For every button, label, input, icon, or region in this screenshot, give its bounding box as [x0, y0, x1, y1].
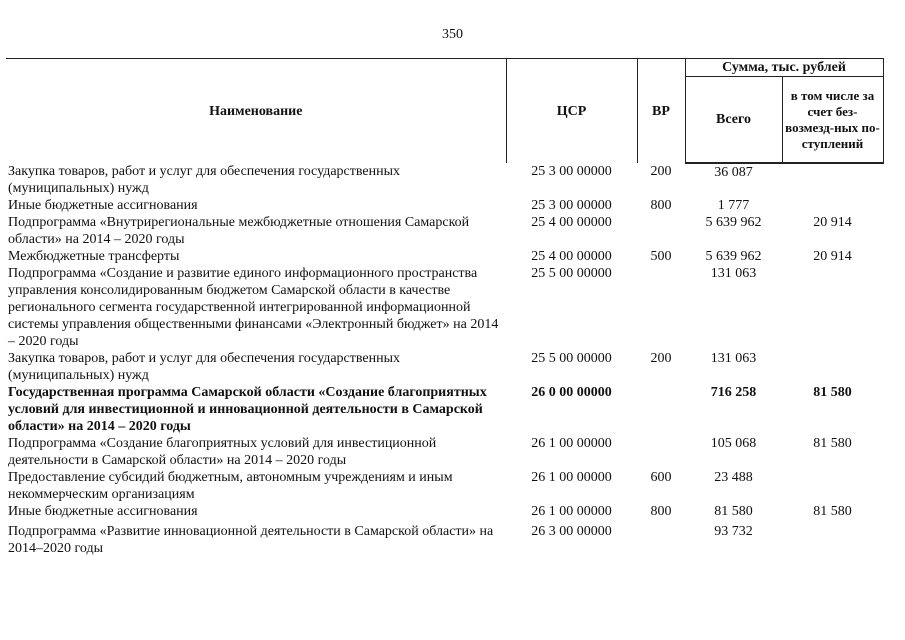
row-bezvozmezd — [782, 163, 883, 197]
row-name: Государственная программа Самарской области «Создание благоприятных условий для инвестиционной и инновационной деятельности в Самарской области» на 2014 – 2020 годы — [8, 385, 487, 434]
row-bezvozmezd — [782, 350, 883, 384]
row-csr: 25 5 00 00000 — [531, 266, 612, 281]
header-bezvozmezd: в том числе за счет без-возмезд-ных по-ступлений — [782, 77, 883, 164]
header-name: Наименование — [6, 59, 506, 164]
row-bezvozmezd: 20 914 — [813, 249, 852, 264]
row-csr: 26 1 00 00000 — [531, 504, 612, 519]
row-csr: 26 1 00 00000 — [531, 470, 612, 485]
header-vr: ВР — [637, 59, 685, 164]
row-total: 93 732 — [714, 524, 753, 539]
header-sum-group: Сумма, тыс. рублей — [685, 59, 883, 77]
row-total: 36 087 — [714, 165, 753, 180]
row-total: 105 068 — [710, 436, 757, 451]
row-csr: 25 4 00 00000 — [531, 215, 612, 230]
row-vr — [637, 265, 685, 350]
row-vr: 800 — [650, 198, 672, 213]
table-row — [6, 214, 883, 248]
budget-table — [6, 58, 884, 557]
row-total: 81 580 — [714, 504, 753, 519]
row-csr: 25 4 00 00000 — [531, 249, 612, 264]
row-total: 131 063 — [710, 351, 757, 366]
row-name: Иные бюджетные ассигнования — [8, 198, 198, 213]
row-total: 5 639 962 — [705, 249, 762, 264]
row-bezvozmezd — [782, 265, 883, 350]
row-bezvozmezd: 81 580 — [813, 436, 852, 451]
row-total: 131 063 — [710, 266, 757, 281]
row-bezvozmezd: 20 914 — [813, 215, 852, 230]
table-body — [6, 163, 883, 557]
table-row — [6, 469, 883, 503]
row-csr: 25 3 00 00000 — [531, 164, 612, 179]
row-total: 716 258 — [710, 385, 757, 400]
row-csr: 25 5 00 00000 — [531, 351, 612, 366]
row-bezvozmezd: 81 580 — [813, 385, 852, 400]
table-row — [6, 384, 883, 435]
row-csr: 26 0 00 00000 — [531, 385, 612, 400]
table-row — [6, 503, 883, 520]
row-vr: 800 — [650, 504, 672, 519]
row-vr: 600 — [650, 470, 672, 485]
table-row — [6, 520, 883, 557]
table-row — [6, 350, 883, 384]
table-row — [6, 435, 883, 469]
row-name: Межбюджетные трансферты — [8, 249, 180, 264]
row-csr: 25 3 00 00000 — [531, 198, 612, 213]
row-bezvozmezd — [782, 469, 883, 503]
row-vr — [637, 384, 685, 435]
row-csr: 26 1 00 00000 — [531, 436, 612, 451]
row-vr: 200 — [650, 164, 672, 179]
row-vr — [637, 520, 685, 557]
row-name: Подпрограмма «Развитие инновационной деятельности в Самарской области» на 2014–2020 годы — [8, 524, 494, 556]
row-name: Подпрограмма «Создание благоприятных условий для инвестиционной деятельности в Самарской области» на 2014 – 2020 годы — [8, 436, 437, 468]
row-total: 23 488 — [714, 470, 753, 485]
row-bezvozmezd: 81 580 — [813, 504, 852, 519]
table-row — [6, 265, 883, 350]
row-bezvozmezd — [782, 197, 883, 214]
row-vr: 200 — [650, 351, 672, 366]
row-vr — [637, 214, 685, 248]
header-total: Всего — [685, 77, 782, 164]
header-csr: ЦСР — [506, 59, 637, 164]
row-total: 5 639 962 — [705, 215, 762, 230]
page-number: 350 — [442, 27, 463, 42]
row-name: Закупка товаров, работ и услуг для обеспечения государственных (муниципальных) нужд — [8, 164, 401, 196]
row-bezvozmezd — [782, 520, 883, 557]
row-name: Иные бюджетные ассигнования — [8, 504, 198, 519]
table-row — [6, 197, 883, 214]
row-vr — [637, 435, 685, 469]
row-name: Подпрограмма «Создание и развитие единого информационного пространства управления консолидированным бюджетом Самарской области в качестве регионального сегмента государственной интегрированной информационной системы управления общественными финансами «Электронный бюджет» на 2014 – 2020 годы — [8, 266, 499, 349]
table-row — [6, 163, 883, 197]
table-row — [6, 248, 883, 265]
row-name: Подпрограмма «Внутрирегиональные межбюджетные отношения Самарской области» на 2014 – 2020 годы — [8, 215, 470, 247]
row-vr: 500 — [650, 249, 672, 264]
row-name: Закупка товаров, работ и услуг для обеспечения государственных (муниципальных) нужд — [8, 351, 401, 383]
row-csr: 26 3 00 00000 — [531, 524, 612, 539]
row-total: 1 777 — [717, 198, 750, 213]
row-name: Предоставление субсидий бюджетным, автономным учреждениям и иным некоммерческим организациям — [8, 470, 453, 502]
